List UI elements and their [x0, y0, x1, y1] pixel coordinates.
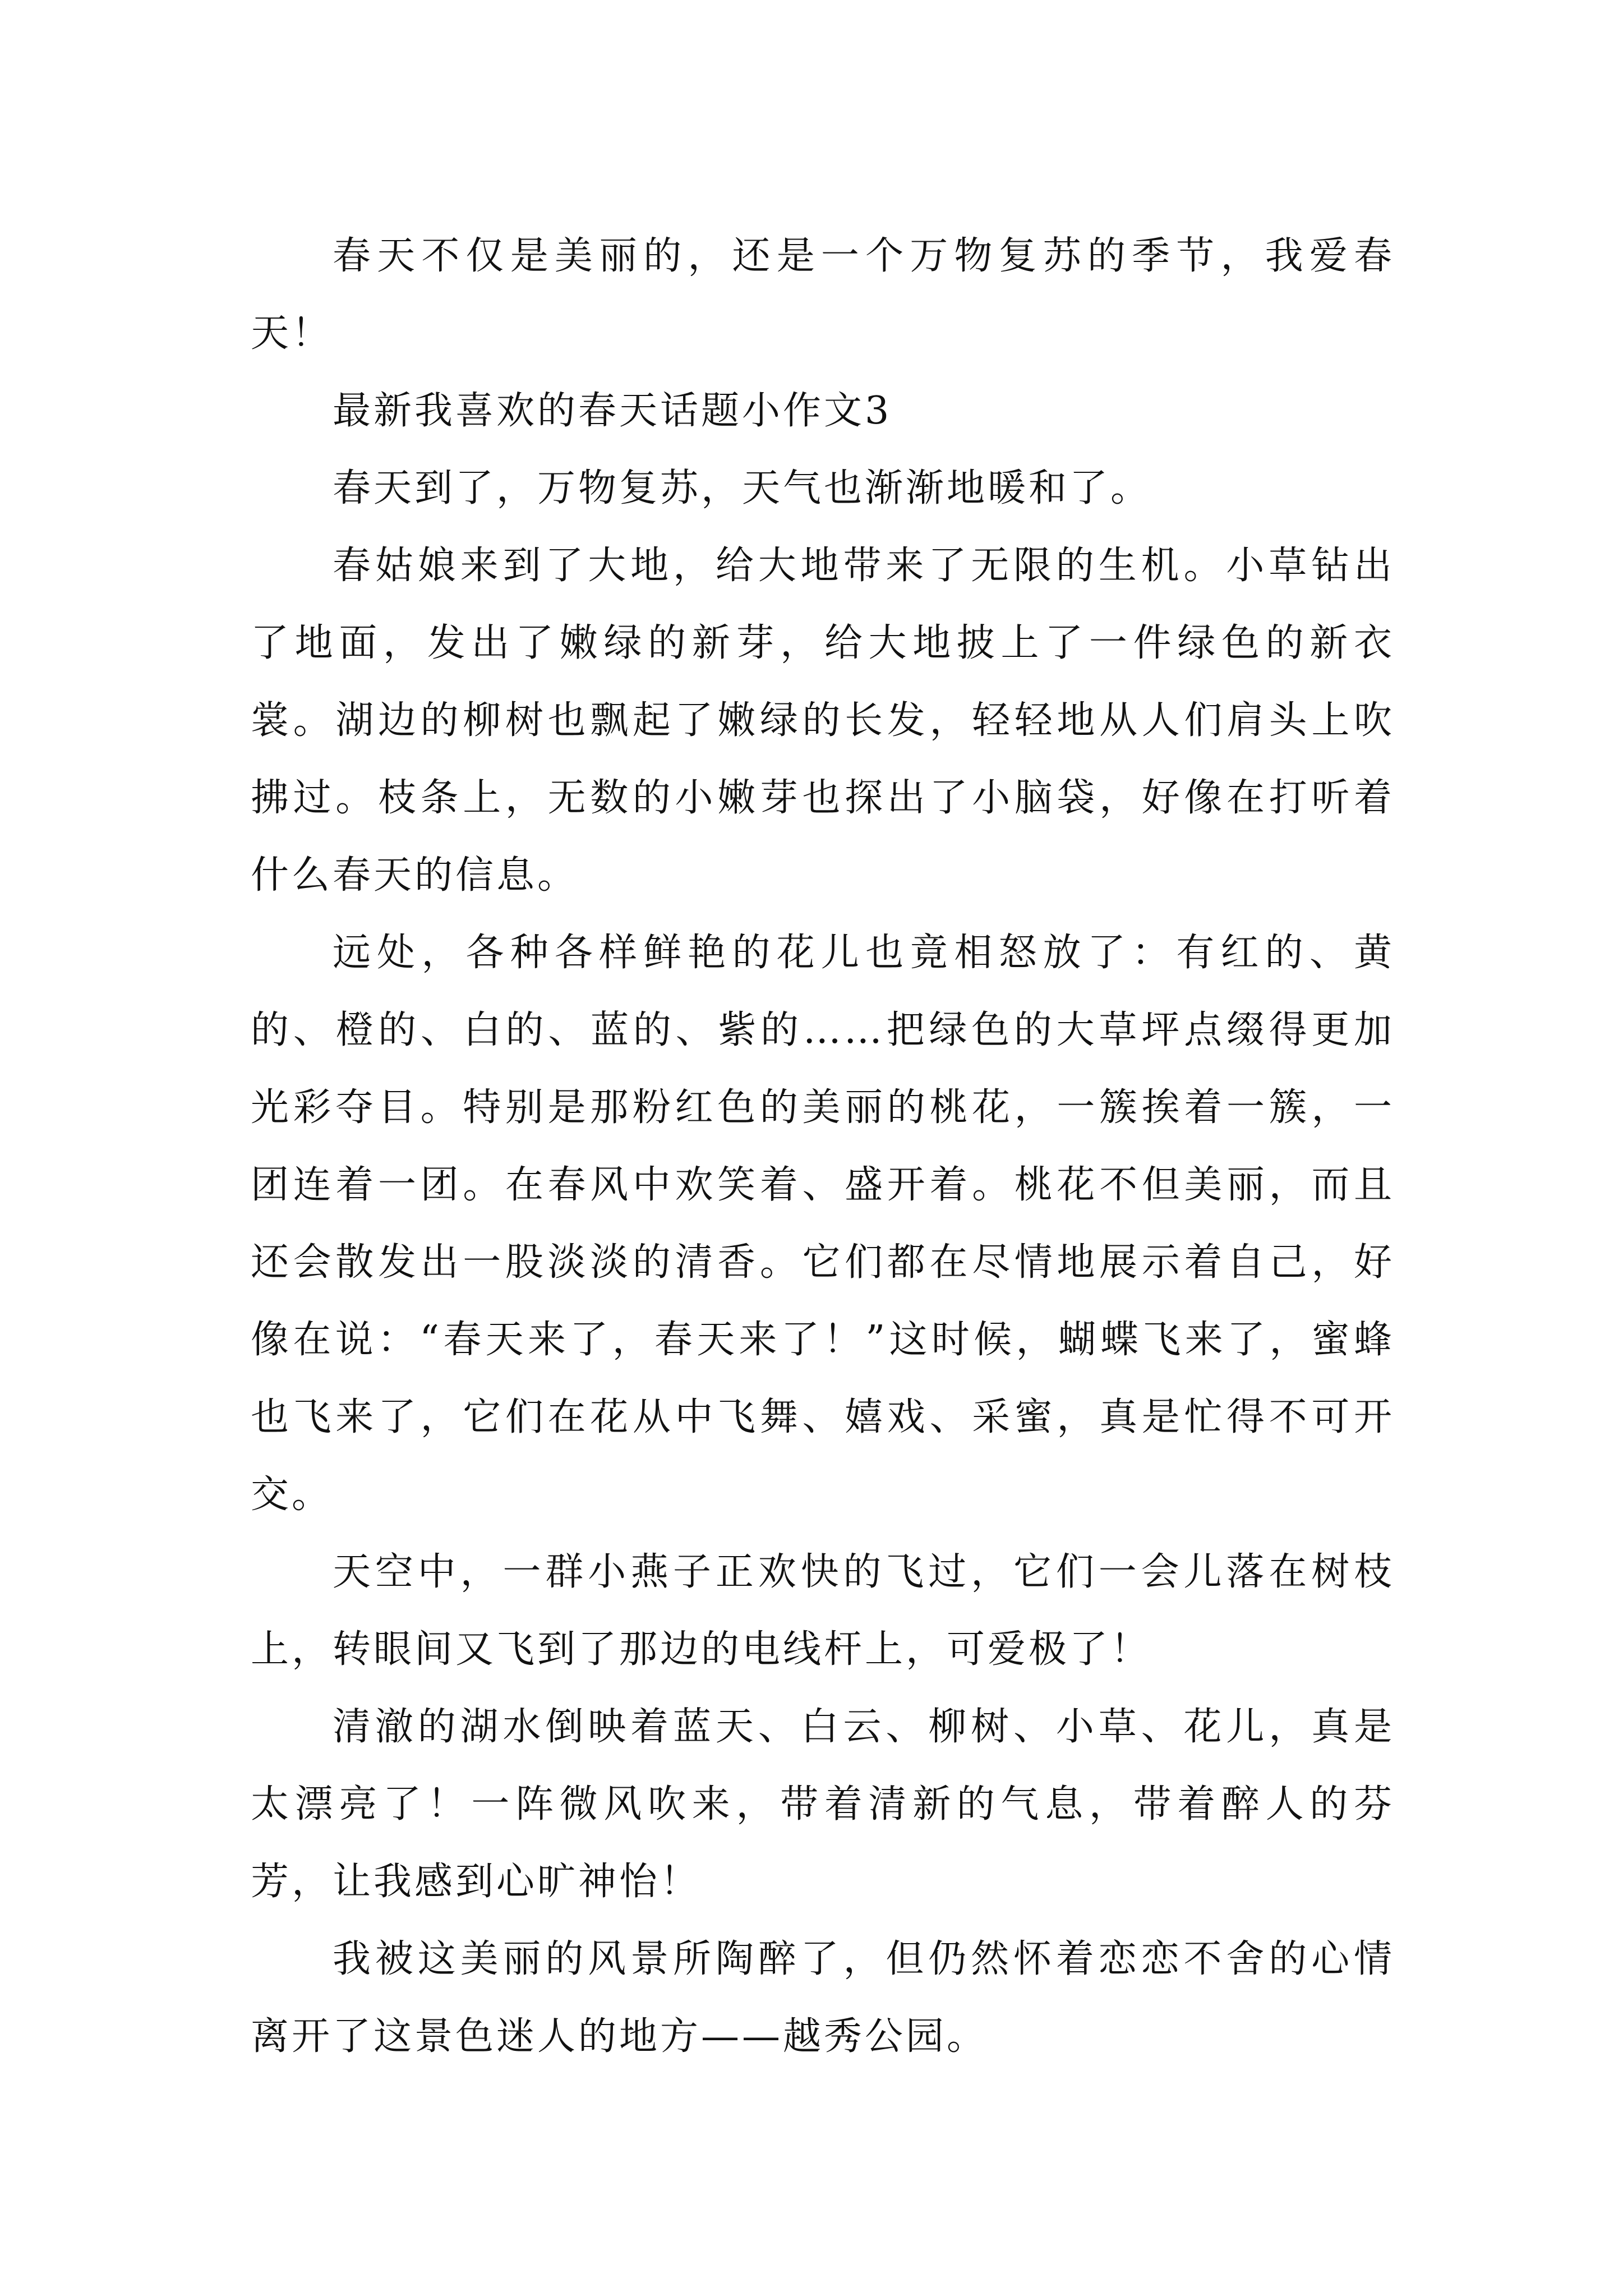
paragraph-closing-previous: 春天不仅是美丽的，还是一个万物复苏的季节，我爱春天！ [251, 234, 1395, 356]
essay-text [251, 218, 1395, 2076]
essay-title: 最新我喜欢的春天话题小作文3 [333, 389, 892, 433]
paragraph-flowers: 远处，各种各样鲜艳的花儿也竟相怒放了：有红的、黄的、橙的、白的、蓝的、紫的……把绿色的大草坪点缀得更加光彩夺目。特别是那粉红色的美丽的桃花，一簇挨着一簇，一团连着一团。在春风中欢笑着、盛开着。桃花不但美丽，而且还会散发出一股淡淡的清香。它们都在尽情地展示着自己，好像在说：“春天来了，春天来了！”这时候，蝴蝶飞来了，蜜蜂也飞来了，它们在花从中飞舞、嬉戏、采蜜，真是忙得不可开交。 [251, 931, 1395, 1517]
paragraph-swallows: 天空中，一群小燕子正欢快的飞过，它们一会儿落在树枝上，转眼间又飞到了那边的电线杆上，可爱极了！ [251, 1550, 1395, 1672]
paragraph-intro: 春天到了，万物复苏，天气也渐渐地暖和了。 [333, 466, 1152, 510]
paragraph-lake: 清澈的湖水倒映着蓝天、白云、柳树、小草、花儿，真是太漂亮了！一阵微风吹来，带着清新的气息，带着醉人的芬芳，让我感到心旷神怡！ [251, 1705, 1395, 1904]
paragraph-ending: 我被这美丽的风景所陶醉了，但仍然怀着恋恋不舍的心情离开了这景色迷人的地方——越秀公园。 [251, 1937, 1395, 2059]
paragraph-grass-willow: 春姑娘来到了大地，给大地带来了无限的生机。小草钻出了地面，发出了嫩绿的新芽，给大地披上了一件绿色的新衣裳。湖边的柳树也飘起了嫩绿的长发，轻轻地从人们肩头上吹拂过。枝条上，无数的小嫩芽也探出了小脑袋，好像在打听着什么春天的信息。 [251, 544, 1395, 898]
